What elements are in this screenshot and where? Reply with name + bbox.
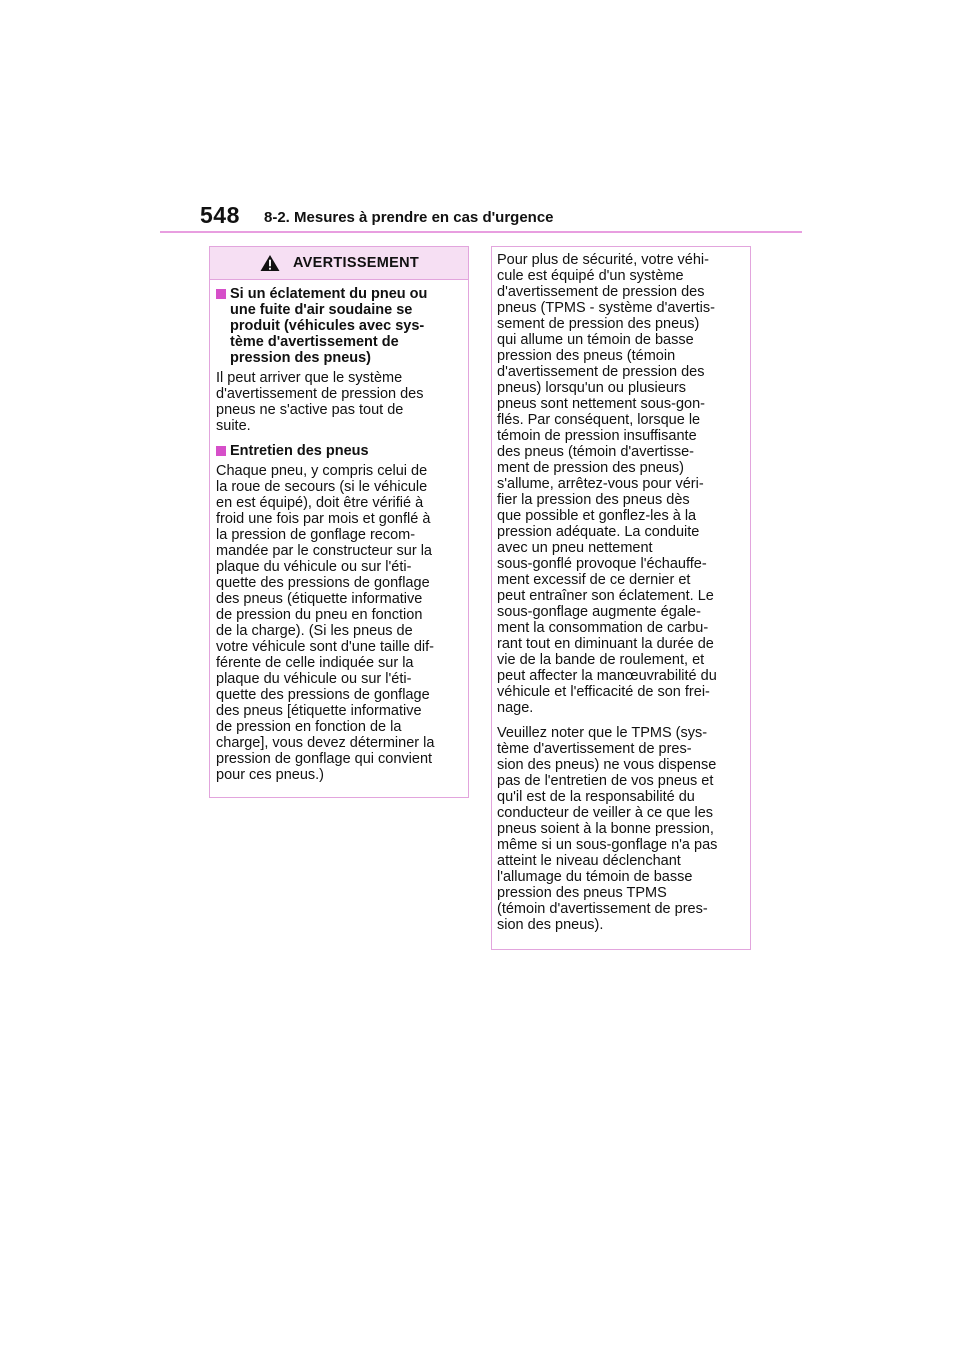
text-line: d'avertissement de pression des xyxy=(216,386,424,402)
text-line: la pression de gonflage recom- xyxy=(216,527,416,543)
subheading-text xyxy=(230,443,369,459)
text-line: pneus ne s'active pas tout de xyxy=(216,402,404,418)
text-line: froid une fois par mois et gonflé à xyxy=(216,511,431,527)
text-line: Pour plus de sécurité, votre véhi- xyxy=(497,252,709,268)
text-line: (témoin d'avertissement de pres- xyxy=(497,901,708,917)
text-line: atteint le niveau déclenchant xyxy=(497,853,681,869)
info-box xyxy=(491,246,751,950)
warning-paragraph-1 xyxy=(216,370,460,434)
text-line: véhicule et l'efficacité de son frei- xyxy=(497,684,710,700)
text-line: la roue de secours (si le véhicule xyxy=(216,479,428,495)
text-line: ment excessif de ce dernier et xyxy=(497,572,691,588)
text-line: des pneus (témoin d'avertisse- xyxy=(497,444,695,460)
subheading-text xyxy=(230,286,427,366)
square-bullet-icon xyxy=(216,289,226,299)
text-line: Chaque pneu, y compris celui de xyxy=(216,463,428,479)
text-line: cule est équipé d'un système xyxy=(497,268,684,284)
text-line: s'allume, arrêtez-vous pour véri- xyxy=(497,476,704,492)
text-line: conducteur de veiller à ce que les xyxy=(497,805,714,821)
text-line: sous-gonflage augmente égale- xyxy=(497,604,701,620)
text-line: l'allumage du témoin de basse xyxy=(497,869,693,885)
text-line: fier la pression des pneus dès xyxy=(497,492,690,508)
warning-box xyxy=(209,246,469,798)
text-line: peut affecter la manœuvrabilité du xyxy=(497,668,717,684)
text-line: quette des pressions de gonflage xyxy=(216,575,430,591)
warning-body xyxy=(210,280,468,783)
text-line: charge], vous devez déterminer la xyxy=(216,735,435,751)
text-line: suite. xyxy=(216,418,251,434)
text-line: pas de l'entretien de vos pneus et xyxy=(497,773,714,789)
text-line: quette des pressions de gonflage xyxy=(216,687,430,703)
text-line: de la charge). (Si les pneus de xyxy=(216,623,413,639)
text-line: plaque du véhicule ou sur l'éti- xyxy=(216,671,412,687)
text-line: pneus) lorsqu'un ou plusieurs xyxy=(497,380,686,396)
section-title: 8-2. Mesures à prendre en cas d'urgence xyxy=(264,209,554,226)
page-number: 548 xyxy=(200,202,240,228)
square-bullet-icon xyxy=(216,446,226,456)
text-line: peut entraîner son éclatement. Le xyxy=(497,588,714,604)
text-line: Il peut arriver que le système xyxy=(216,370,403,386)
text-line: d'avertissement de pression des xyxy=(497,364,705,380)
text-line: sement de pression des pneus) xyxy=(497,316,700,332)
text-line: qui allume un témoin de basse xyxy=(497,332,694,348)
text-line: Entretien des pneus xyxy=(230,443,369,459)
text-line: de pression en fonction de la xyxy=(216,719,402,735)
text-line: rant tout en diminuant la durée de xyxy=(497,636,714,652)
info-paragraph-2 xyxy=(497,725,744,933)
text-line: plaque du véhicule ou sur l'éti- xyxy=(216,559,412,575)
text-line: pneus (TPMS - système d'avertis- xyxy=(497,300,715,316)
warning-triangle-icon xyxy=(259,254,281,272)
text-line: en est équipé), doit être vérifié à xyxy=(216,495,424,511)
text-line: avec un pneu nettement xyxy=(497,540,653,556)
text-line: de pression du pneu en fonction xyxy=(216,607,423,623)
text-line: pneus soient à la bonne pression, xyxy=(497,821,714,837)
text-line: une fuite d'air soudaine se xyxy=(230,302,413,318)
text-line: produit (véhicules avec sys- xyxy=(230,318,425,334)
text-line: sion des pneus). xyxy=(497,917,604,933)
text-line: sous-gonflé provoque l'échauffe- xyxy=(497,556,707,572)
text-line: nage. xyxy=(497,700,534,716)
info-paragraph-1 xyxy=(497,252,744,716)
text-line: des pneus (étiquette informative xyxy=(216,591,423,607)
warning-header xyxy=(210,247,468,280)
text-line: pression des pneus (témoin xyxy=(497,348,676,364)
text-line: pneus sont nettement sous-gon- xyxy=(497,396,705,412)
text-line: ment de pression des pneus) xyxy=(497,460,684,476)
text-line: pression des pneus) xyxy=(230,350,372,366)
text-line: pour ces pneus.) xyxy=(216,767,325,783)
warning-paragraph-2 xyxy=(216,463,460,783)
text-line: flés. Par conséquent, lorsque le xyxy=(497,412,701,428)
header-rule xyxy=(160,231,802,233)
text-line: pression de gonflage qui convient xyxy=(216,751,433,767)
text-line: pression adéquate. La conduite xyxy=(497,524,700,540)
text-line: d'avertissement de pression des xyxy=(497,284,705,300)
text-line: férente de celle indiquée sur la xyxy=(216,655,414,671)
text-line: des pneus [étiquette informative xyxy=(216,703,422,719)
text-line: mandée par le constructeur sur la xyxy=(216,543,432,559)
text-line: ment la consommation de carbu- xyxy=(497,620,709,636)
warning-title: AVERTISSEMENT xyxy=(292,255,420,271)
text-line: témoin de pression insuffisante xyxy=(497,428,697,444)
text-line: Veuillez noter que le TPMS (sys- xyxy=(497,725,708,741)
text-line: pression des pneus TPMS xyxy=(497,885,667,901)
text-line: tème d'avertissement de pres- xyxy=(497,741,692,757)
text-line: vie de la bande de roulement, et xyxy=(497,652,705,668)
warning-subheading-maintenance xyxy=(216,443,460,459)
warning-subheading-blowout xyxy=(216,286,460,366)
text-line: qu'il est de la responsabilité du xyxy=(497,789,695,805)
text-line: tème d'avertissement de xyxy=(230,334,399,350)
text-line: même si un sous-gonflage n'a pas xyxy=(497,837,718,853)
text-line: sion des pneus) ne vous dispense xyxy=(497,757,717,773)
text-line: Si un éclatement du pneu ou xyxy=(230,286,428,302)
text-line: votre véhicule sont d'une taille dif- xyxy=(216,639,434,655)
text-line: que possible et gonflez-les à la xyxy=(497,508,697,524)
